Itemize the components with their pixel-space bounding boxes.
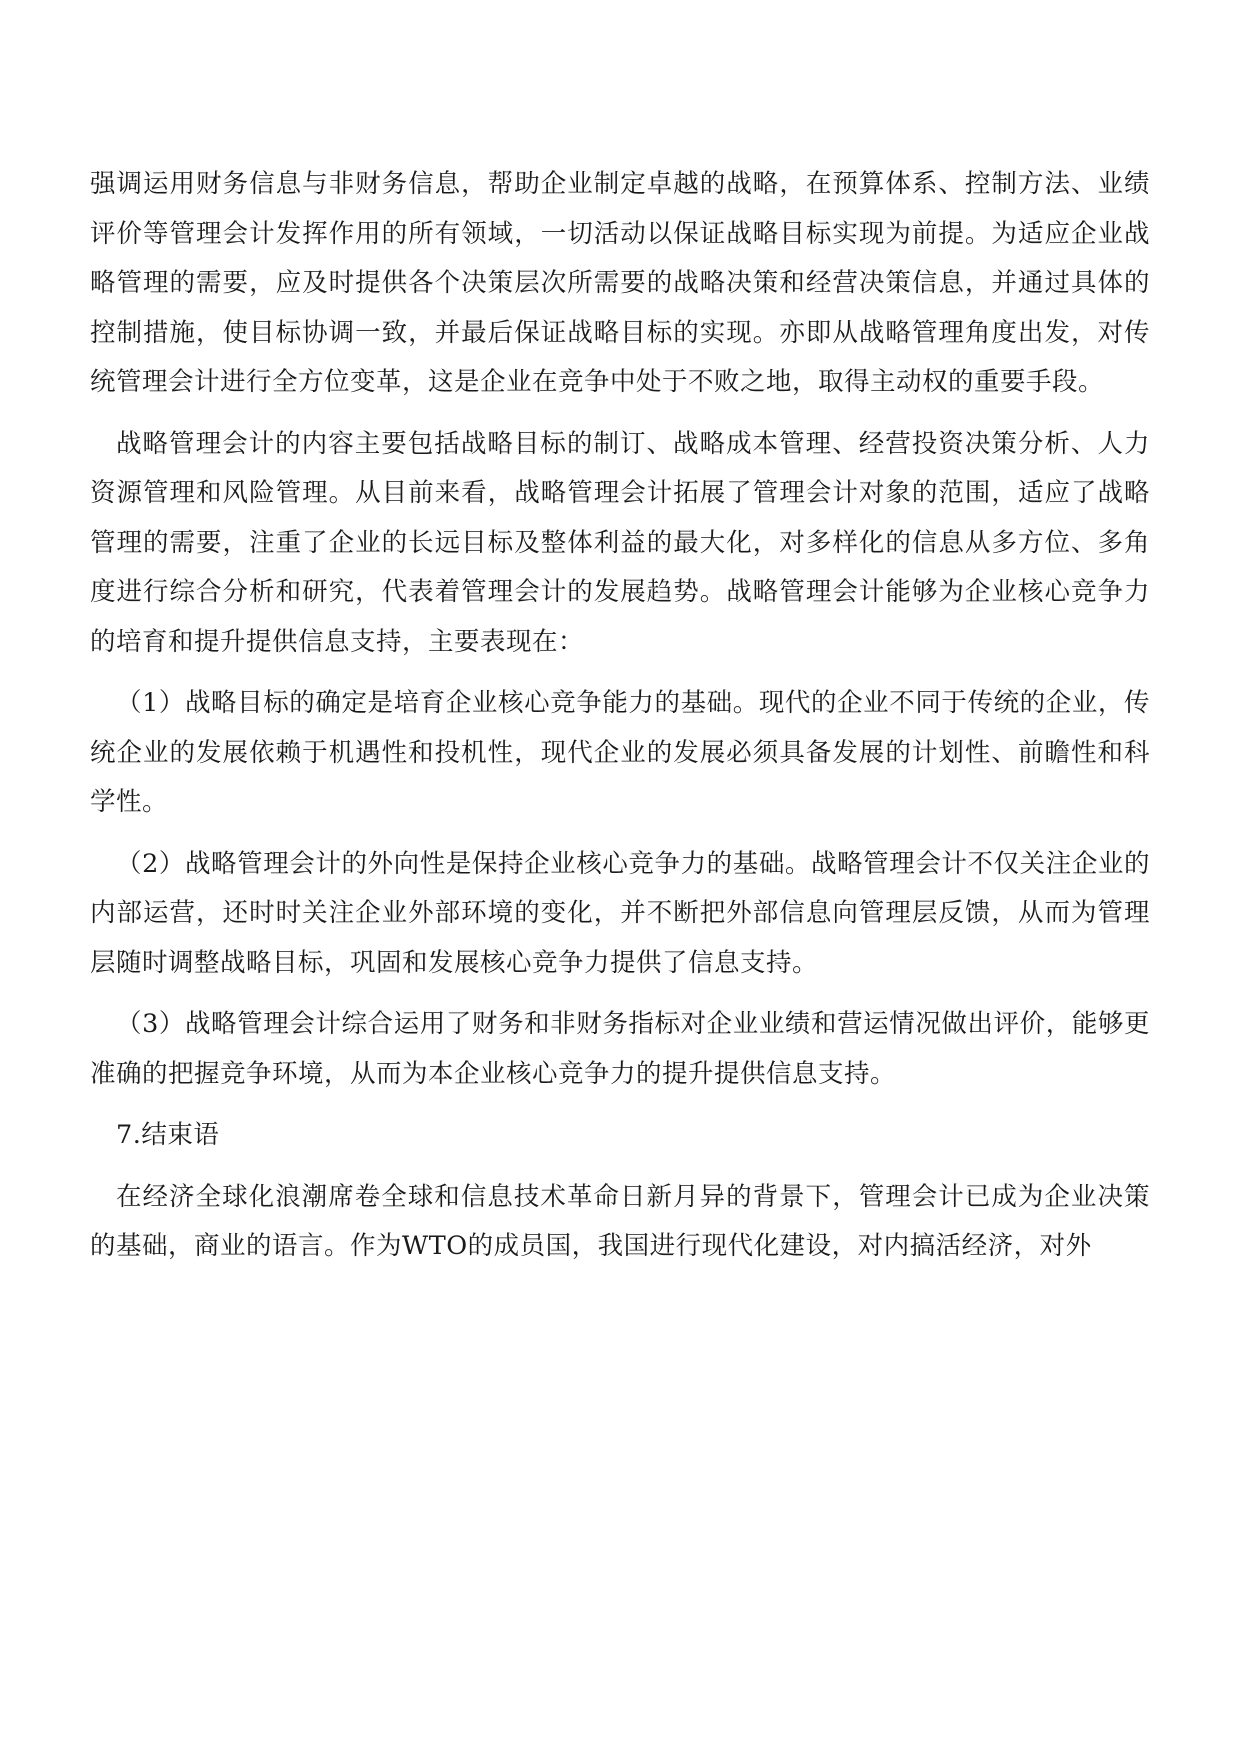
- list-item-3: （3）战略管理会计综合运用了财务和非财务指标对企业业绩和营运情况做出评价，能够更准确的把握竞争环境，从而为本企业核心竞争力的提升提供信息支持。: [90, 1009, 1150, 1089]
- section-heading-conclusion: 7.结束语: [116, 1120, 220, 1150]
- paragraph-strategy-continuation: 强调运用财务信息与非财务信息，帮助企业制定卓越的战略，在预算体系、控制方法、业绩评价等管理会计发挥作用的所有领域，一切活动以保证战略目标实现为前提。为适应企业战略管理的需要，应及时提供各个决策层次所需要的战略决策和经营决策信息，并通过具体的控制措施，使目标协调一致，并最后保证战略目标的实现。亦即从战略管理角度出发，对传统管理会计进行全方位变革，这是企业在竞争中处于不败之地，取得主动权的重要手段。: [90, 169, 1150, 397]
- document-body: [90, 160, 1150, 1284]
- list-item-2: （2）战略管理会计的外向性是保持企业核心竞争力的基础。战略管理会计不仅关注企业的内部运营，还时时关注企业外部环境的变化，并不断把外部信息向管理层反馈，从而为管理层随时调整战略目标，巩固和发展核心竞争力提供了信息支持。: [90, 848, 1150, 978]
- paragraph-strategic-management-accounting: 战略管理会计的内容主要包括战略目标的制订、战略成本管理、经营投资决策分析、人力资源管理和风险管理。从目前来看，战略管理会计拓展了管理会计对象的范围，适应了战略管理的需要，注重了企业的长远目标及整体利益的最大化，对多样化的信息从多方位、多角度进行综合分析和研究，代表着管理会计的发展趋势。战略管理会计能够为企业核心竞争力的培育和提升提供信息支持，主要表现在：: [90, 428, 1150, 657]
- paragraph-conclusion: 在经济全球化浪潮席卷全球和信息技术革命日新月异的背景下，管理会计已成为企业决策的基础，商业的语言。作为WTO的成员国，我国进行现代化建设，对内搞活经济，对外: [90, 1181, 1150, 1261]
- list-item-1: （1）战略目标的确定是培育企业核心竞争能力的基础。现代的企业不同于传统的企业，传统企业的发展依赖于机遇性和投机性，现代企业的发展必须具备发展的计划性、前瞻性和科学性。: [90, 688, 1150, 817]
